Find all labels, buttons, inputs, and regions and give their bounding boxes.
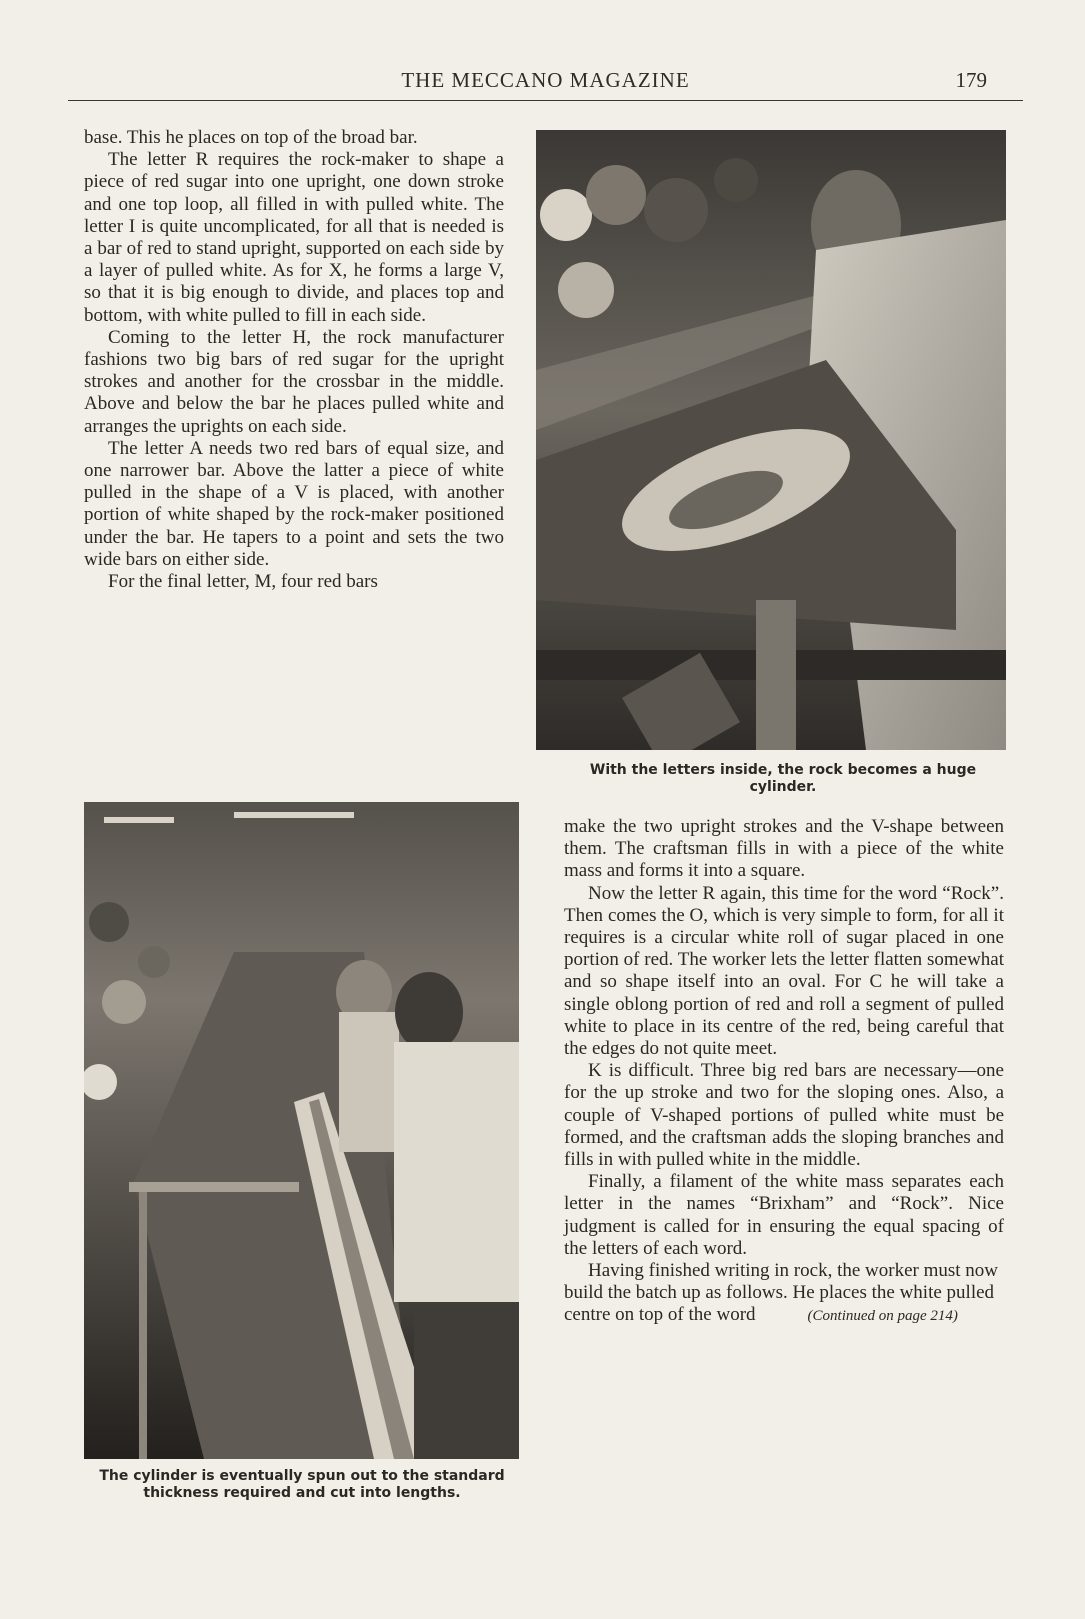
paragraph: The letter R requires the rock-maker to shape a piece of red sugar into one upright, one down stroke and one top loop, all filled in with pulled white. The letter I is quite uncomplicated, for all that is needed is a bar of red to stand upright, supported on each side by a layer of pulled white. As for X, he forms a large V, so that it is big enough to divide, and places top and bottom, with white pulled to fill in each side. <box>84 149 504 326</box>
magazine-title: THE MECCANO MAGAZINE <box>401 68 690 92</box>
left-column-text <box>84 127 504 593</box>
paragraph: K is difficult. Three big red bars are necessary—one for the up stroke and two for the sloping ones. Also, a couple of V-shaped portions of pulled white must be formed, and the craftsman adds the sloping branches and fills in with pulled white in the middle. <box>564 1060 1004 1171</box>
photo-cylinder-spun-image <box>84 802 519 1459</box>
paragraph: For the final letter, M, four red bars <box>108 571 378 593</box>
paragraph: make the two upright strokes and the V-shape between them. The craftsman fills in with a piece of the white mass and forms it into a square. <box>564 816 1004 882</box>
caption-bottom-photo: The cylinder is eventually spun out to the standard thickness required and cut into lengths. <box>99 1468 505 1501</box>
paragraph: Finally, a filament of the white mass separates each letter in the names “Brixham” and “Rock”. Nice judgment is called for in ensuring the equal spacing of the letters of each word. <box>564 1171 1004 1259</box>
photo-cylinder-spun <box>84 802 519 1459</box>
continued-note: (Continued on page 214) <box>807 1308 958 1325</box>
paragraph: Coming to the letter H, the rock manufacturer fashions two big bars of red sugar for the upright strokes and another for the crossbar in the middle. Above and below the bar he places pulled white and arranges the uprights on each side. <box>84 326 504 437</box>
paragraph-text: Having finished writing in rock, the worker must now build the batch up as follows. He places the white pulled centre on top of the word <box>564 1260 999 1326</box>
paragraph: The letter A needs two red bars of equal size, and one narrower bar. Above the latter a piece of white pulled in the shape of a V is placed, with another portion of white shaped by the rock-maker positioned under the bar. He tapers to a point and sets the two wide bars on either side. <box>84 437 504 570</box>
caption-top-photo: With the letters inside, the rock becomes a huge cylinder. <box>589 762 977 795</box>
right-column-text <box>564 816 1004 1328</box>
photo-rock-cylinder-image <box>536 130 1006 750</box>
paragraph: Now the letter R again, this time for the word “Rock”. Then comes the O, which is very simple to form, for all it requires is a circular white roll of sugar placed in one portion of red. The worker lets the letter flatten somewhat and so shape itself into an oval. For C he will take a single oblong portion of red and roll a segment of pulled white to place in its centre of the red, being careful that the edges do not quite meet. <box>564 882 1004 1060</box>
paragraph: base. This he places on top of the broad bar. <box>84 127 418 148</box>
photo-rock-cylinder <box>536 130 1006 750</box>
page-number: 179 <box>955 68 987 92</box>
paragraph <box>564 1260 1004 1328</box>
page-header <box>68 64 1023 101</box>
